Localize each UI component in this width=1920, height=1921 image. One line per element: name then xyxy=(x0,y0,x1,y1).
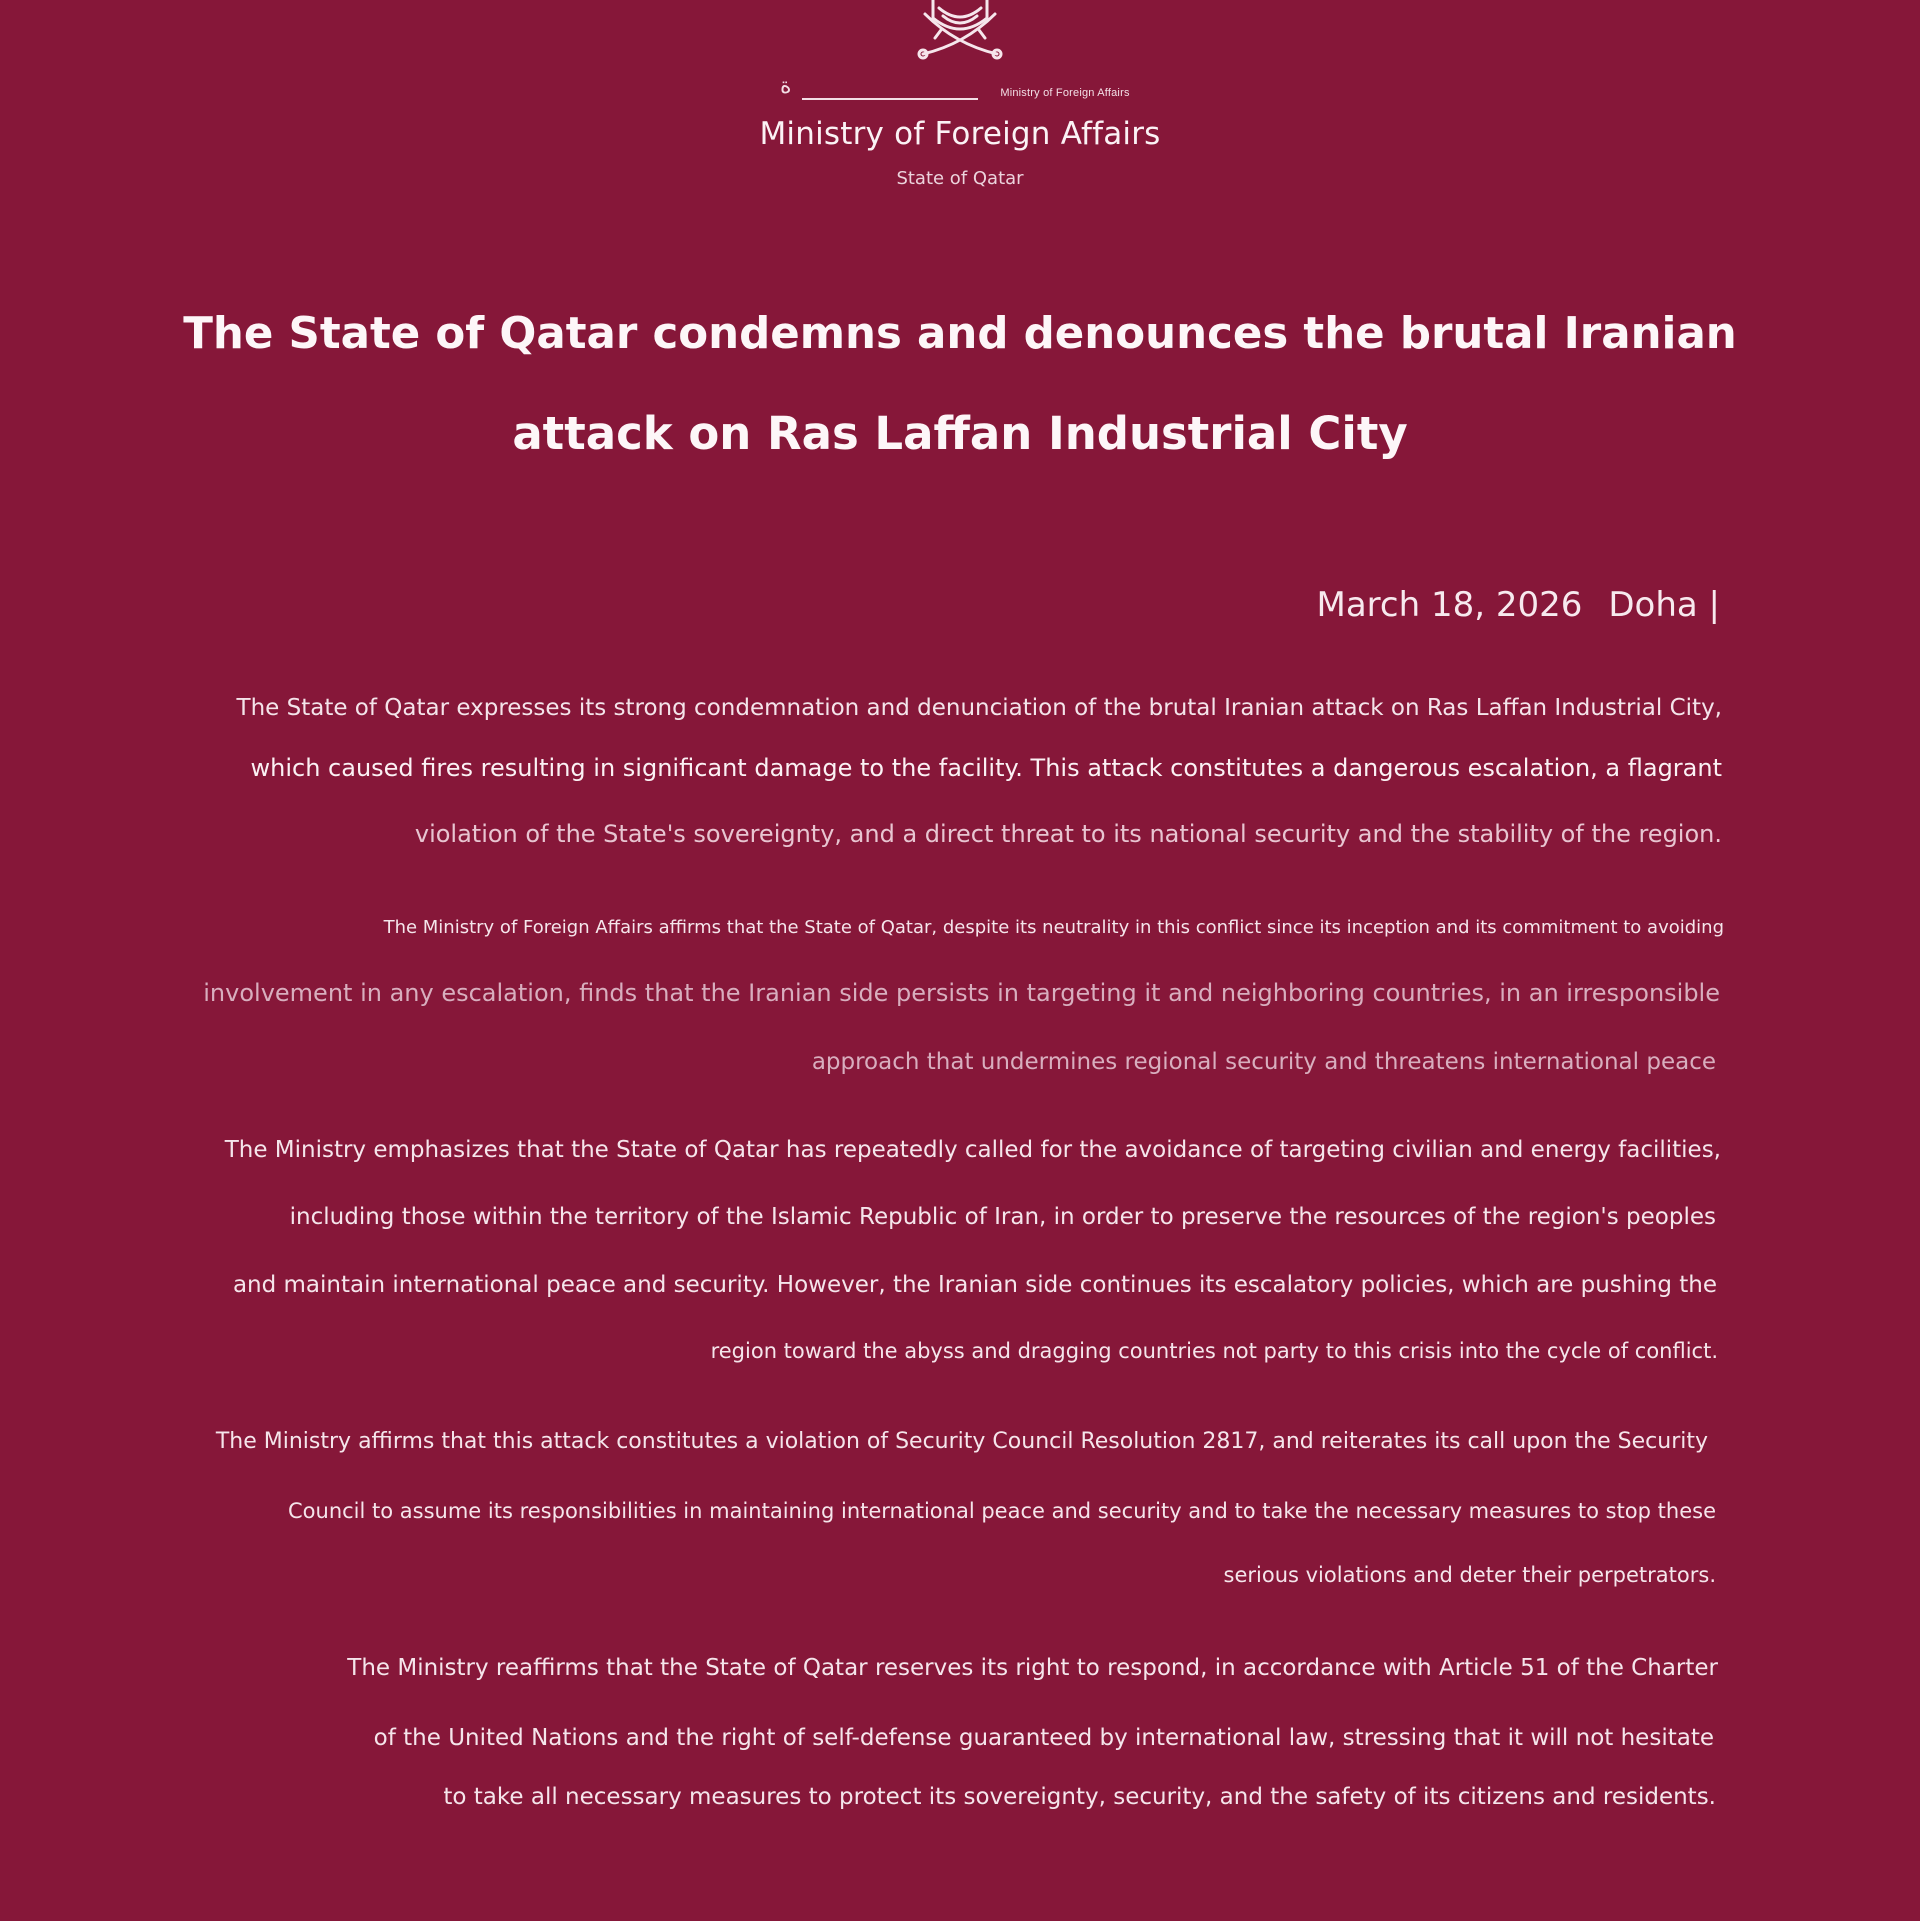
paragraph-3-line-2: including those within the territory of the Islamic Republic of Iran, in order to preserve the resources of the region's peoples xyxy=(289,1204,1716,1230)
paragraph-2-line-3: approach that undermines regional security and threatens international peace xyxy=(811,1049,1716,1075)
paragraph-2-line-1: The Ministry of Foreign Affairs affirms that the State of Qatar, despite its neutrality in this conflict since its inception and its commitment to avoiding xyxy=(383,917,1724,938)
dateline-place: Doha | xyxy=(1608,585,1720,625)
paragraph-4-line-2: Council to assume its responsibilities in maintaining international peace and security and to take the necessary measures to stop these xyxy=(288,1499,1716,1523)
paragraph-5-line-3: to take all necessary measures to protect its sovereignty, security, and the safety of its citizens and residents. xyxy=(443,1784,1716,1810)
paragraph-1-line-2: which caused fires resulting in significant damage to the facility. This attack constitutes a dangerous escalation, a flagrant xyxy=(250,754,1722,782)
dateline xyxy=(1200,585,1720,625)
paragraph-4-line-3: serious violations and deter their perpetrators. xyxy=(1223,1563,1716,1587)
headline-line-2: attack on Ras Laffan Industrial City xyxy=(512,407,1408,460)
paragraph-5-line-1: The Ministry reaffirms that the State of Qatar reserves its right to respond, in accordance with Article 51 of the Charter xyxy=(347,1655,1718,1681)
logo-small-caption: Ministry of Foreign Affairs xyxy=(1000,87,1130,99)
paragraph-3-line-3: and maintain international peace and security. However, the Iranian side continues its escalatory policies, which are pushing the xyxy=(232,1272,1717,1298)
paragraph-3-line-1: The Ministry emphasizes that the State of Qatar has repeatedly called for the avoidance of targeting civilian and energy facilities, xyxy=(224,1137,1721,1163)
statement-headline xyxy=(180,300,1740,468)
state-name: State of Qatar xyxy=(896,168,1024,189)
qatar-emblem-icon xyxy=(905,0,1015,64)
paragraph-5-line-2: of the United Nations and the right of self-defense guaranteed by international law, stressing that it will not hesitate xyxy=(373,1725,1714,1751)
paragraph-4-line-1: The Ministry affirms that this attack constitutes a violation of Security Council Resolution 2817, and reiterates its call upon the Security xyxy=(215,1429,1708,1454)
paragraph-1-line-3: violation of the State's sovereignty, and a direct threat to its national security and the stability of the region. xyxy=(414,820,1722,848)
logo-arabic-wordmark: ة xyxy=(780,74,792,99)
logo-wordmark-line xyxy=(802,98,978,100)
paragraph-1-line-1: The State of Qatar expresses its strong condemnation and denunciation of the brutal Iranian attack on Ras Laffan Industrial City, xyxy=(236,695,1722,721)
paragraph-3-line-4: region toward the abyss and dragging countries not party to this crisis into the cycle of conflict. xyxy=(710,1339,1718,1363)
dateline-date: March 18, 2026 xyxy=(1316,585,1583,625)
headline-line-1: The State of Qatar condemns and denounces the brutal Iranian xyxy=(183,309,1737,359)
logo-wordmark-row xyxy=(780,74,1160,106)
ministry-name: Ministry of Foreign Affairs xyxy=(759,116,1161,152)
paragraph-2-line-2: involvement in any escalation, finds that the Iranian side persists in targeting it and neighboring countries, in an irresponsible xyxy=(203,979,1720,1007)
